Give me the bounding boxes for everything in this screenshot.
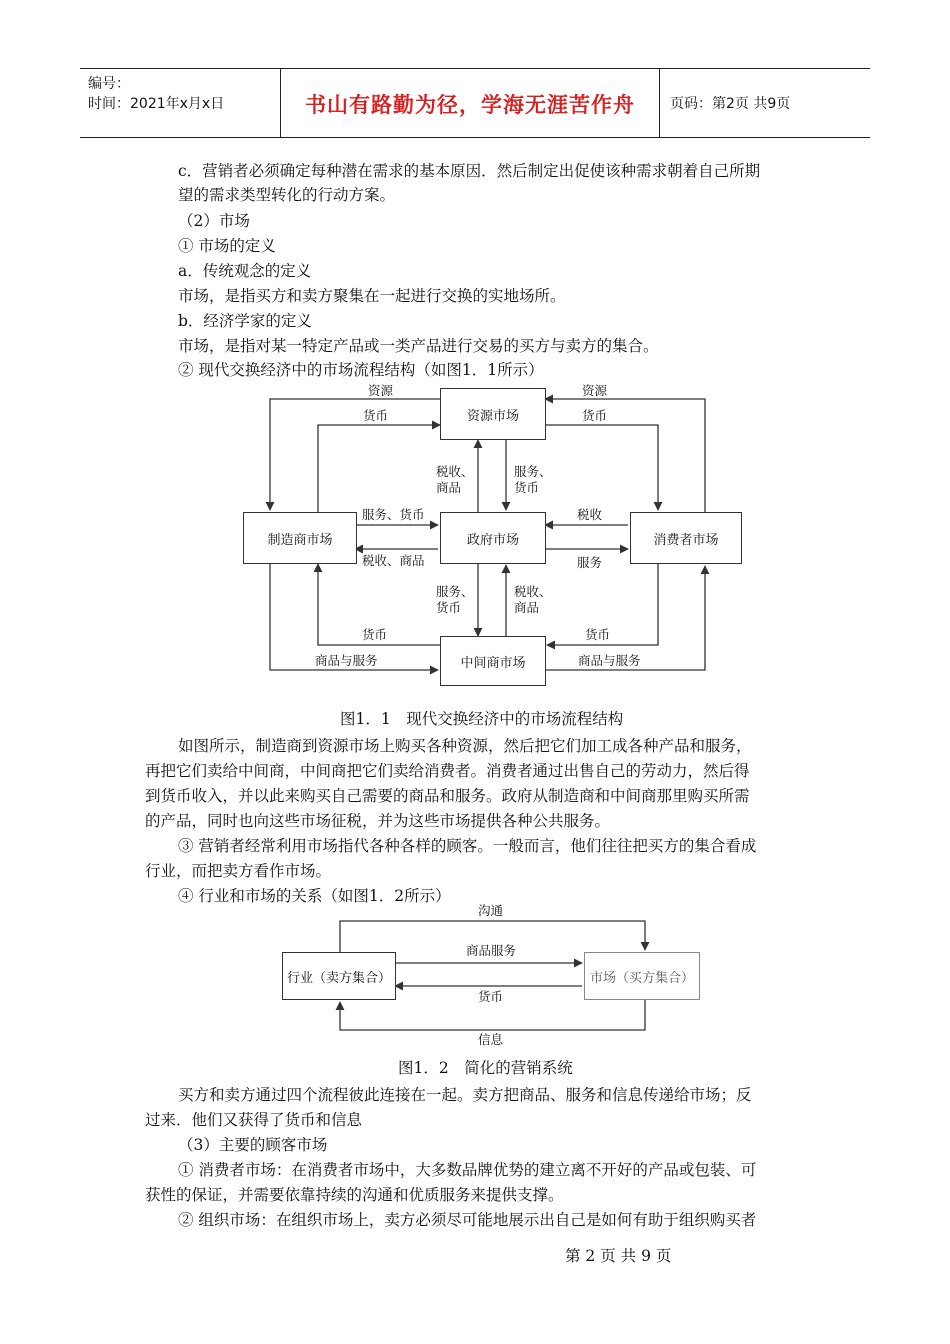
paragraph-line: 如图所示，制造商到资源市场上购买各种资源，然后把它们加工成各种产品和服务，: [178, 737, 752, 755]
subsection-heading: ② 现代交换经济中的市场流程结构（如图1．1所示）: [178, 361, 544, 379]
flow-label: 服务、 货币: [514, 464, 552, 495]
paragraph-line: 到货币收入，并以此来购买自己需要的商品和服务。政府从制造商和中间商那里购买所需: [145, 787, 750, 805]
item-heading: b．经济学家的定义: [178, 312, 312, 330]
flow-label: 商品与服务: [578, 653, 641, 668]
section-heading: （3）主要的顾客市场: [178, 1136, 328, 1154]
flow-label: 税收: [577, 507, 603, 522]
flow-label: 商品服务: [466, 943, 517, 958]
item-heading: a．传统观念的定义: [178, 262, 312, 280]
paragraph-line: 买方和卖方通过四个流程彼此连接在一起。卖方把商品、服务和信息传递给市场；反: [178, 1086, 752, 1104]
flow-label: 货币: [478, 989, 504, 1004]
industry-box: 行业（卖方集合）: [282, 952, 396, 1000]
paragraph-line: 市场，是指对某一特定产品或一类产品进行交易的买方与卖方的集合。: [178, 337, 659, 355]
flow-label: 税收、 商品: [436, 464, 474, 495]
paragraph-line: 望的需求类型转化的行动方案。: [178, 186, 396, 204]
flow-label: 服务: [577, 555, 603, 570]
paragraph-line: 获性的保证，并需要依靠持续的沟通和优质服务来提供支撑。: [145, 1186, 564, 1204]
manufacturer-market-box: 制造商市场: [243, 512, 357, 564]
paragraph-line: c．营销者必须确定每种潜在需求的基本原因．然后制定出促使该种需求朝着自己所期: [178, 162, 761, 180]
flow-label: 货币: [585, 627, 611, 642]
figure-caption: 图1．1 现代交换经济中的市场流程结构: [340, 710, 624, 728]
flow-label: 资源: [582, 383, 608, 398]
section-heading: （2）市场: [178, 212, 250, 230]
paragraph-line: 的产品，同时也向这些市场征税，并为这些市场提供各种公共服务。: [145, 812, 611, 830]
flow-label: 信息: [478, 1032, 504, 1047]
consumer-market-box: 消费者市场: [630, 512, 742, 564]
market-box: 市场（买方集合）: [584, 952, 700, 1000]
header-motto: 书山有路勤为径，学海无涯苦作舟: [305, 93, 635, 117]
paragraph-line: ① 消费者市场：在消费者市场中，大多数品牌优势的建立离不开好的产品或包装、可: [178, 1161, 757, 1179]
paragraph-line: ② 组织市场：在组织市场上，卖方必须尽可能地展示出自己是如何有助于组织购买者: [178, 1211, 757, 1229]
resource-market-box: 资源市场: [440, 388, 546, 440]
flow-label: 服务、 货币: [436, 584, 474, 615]
flow-label: 货币: [362, 627, 388, 642]
flow-label: 服务、货币: [362, 507, 425, 522]
flow-label: 资源: [368, 383, 394, 398]
flow-label: 商品与服务: [315, 653, 378, 668]
page-footer: 第 2 页 共 9 页: [565, 1247, 672, 1265]
paragraph-line: 行业，而把卖方看作市场。: [145, 862, 332, 880]
header-page-code: 页码：第2页 共9页: [670, 96, 791, 112]
date-label: 时间：2021年x月x日: [88, 96, 225, 112]
paragraph-line: ③ 营销者经常利用市场指代各种各样的顾客。一般而言，他们往往把买方的集合看成: [178, 837, 757, 855]
flow-label: 税收、 商品: [514, 584, 552, 615]
paragraph-line: 过来．他们又获得了货币和信息: [145, 1111, 363, 1129]
government-market-box: 政府市场: [440, 512, 546, 564]
serial-number-label: 编号：: [88, 76, 130, 92]
subsection-heading: ④ 行业和市场的关系（如图1．2所示）: [178, 887, 451, 905]
paragraph-line: 再把它们卖给中间商，中间商把它们卖给消费者。消费者通过出售自己的劳动力，然后得: [145, 762, 750, 780]
subsection-heading: ① 市场的定义: [178, 237, 276, 255]
flow-label: 货币: [582, 408, 608, 423]
figure-caption: 图1．2 简化的营销系统: [398, 1059, 573, 1077]
paragraph-line: 市场，是指买方和卖方聚集在一起进行交换的实地场所。: [178, 287, 566, 305]
flow-label: 税收、商品: [362, 553, 425, 568]
flow-label: 货币: [363, 408, 389, 423]
intermediary-market-box: 中间商市场: [440, 636, 546, 686]
flow-label: 沟通: [478, 903, 504, 918]
